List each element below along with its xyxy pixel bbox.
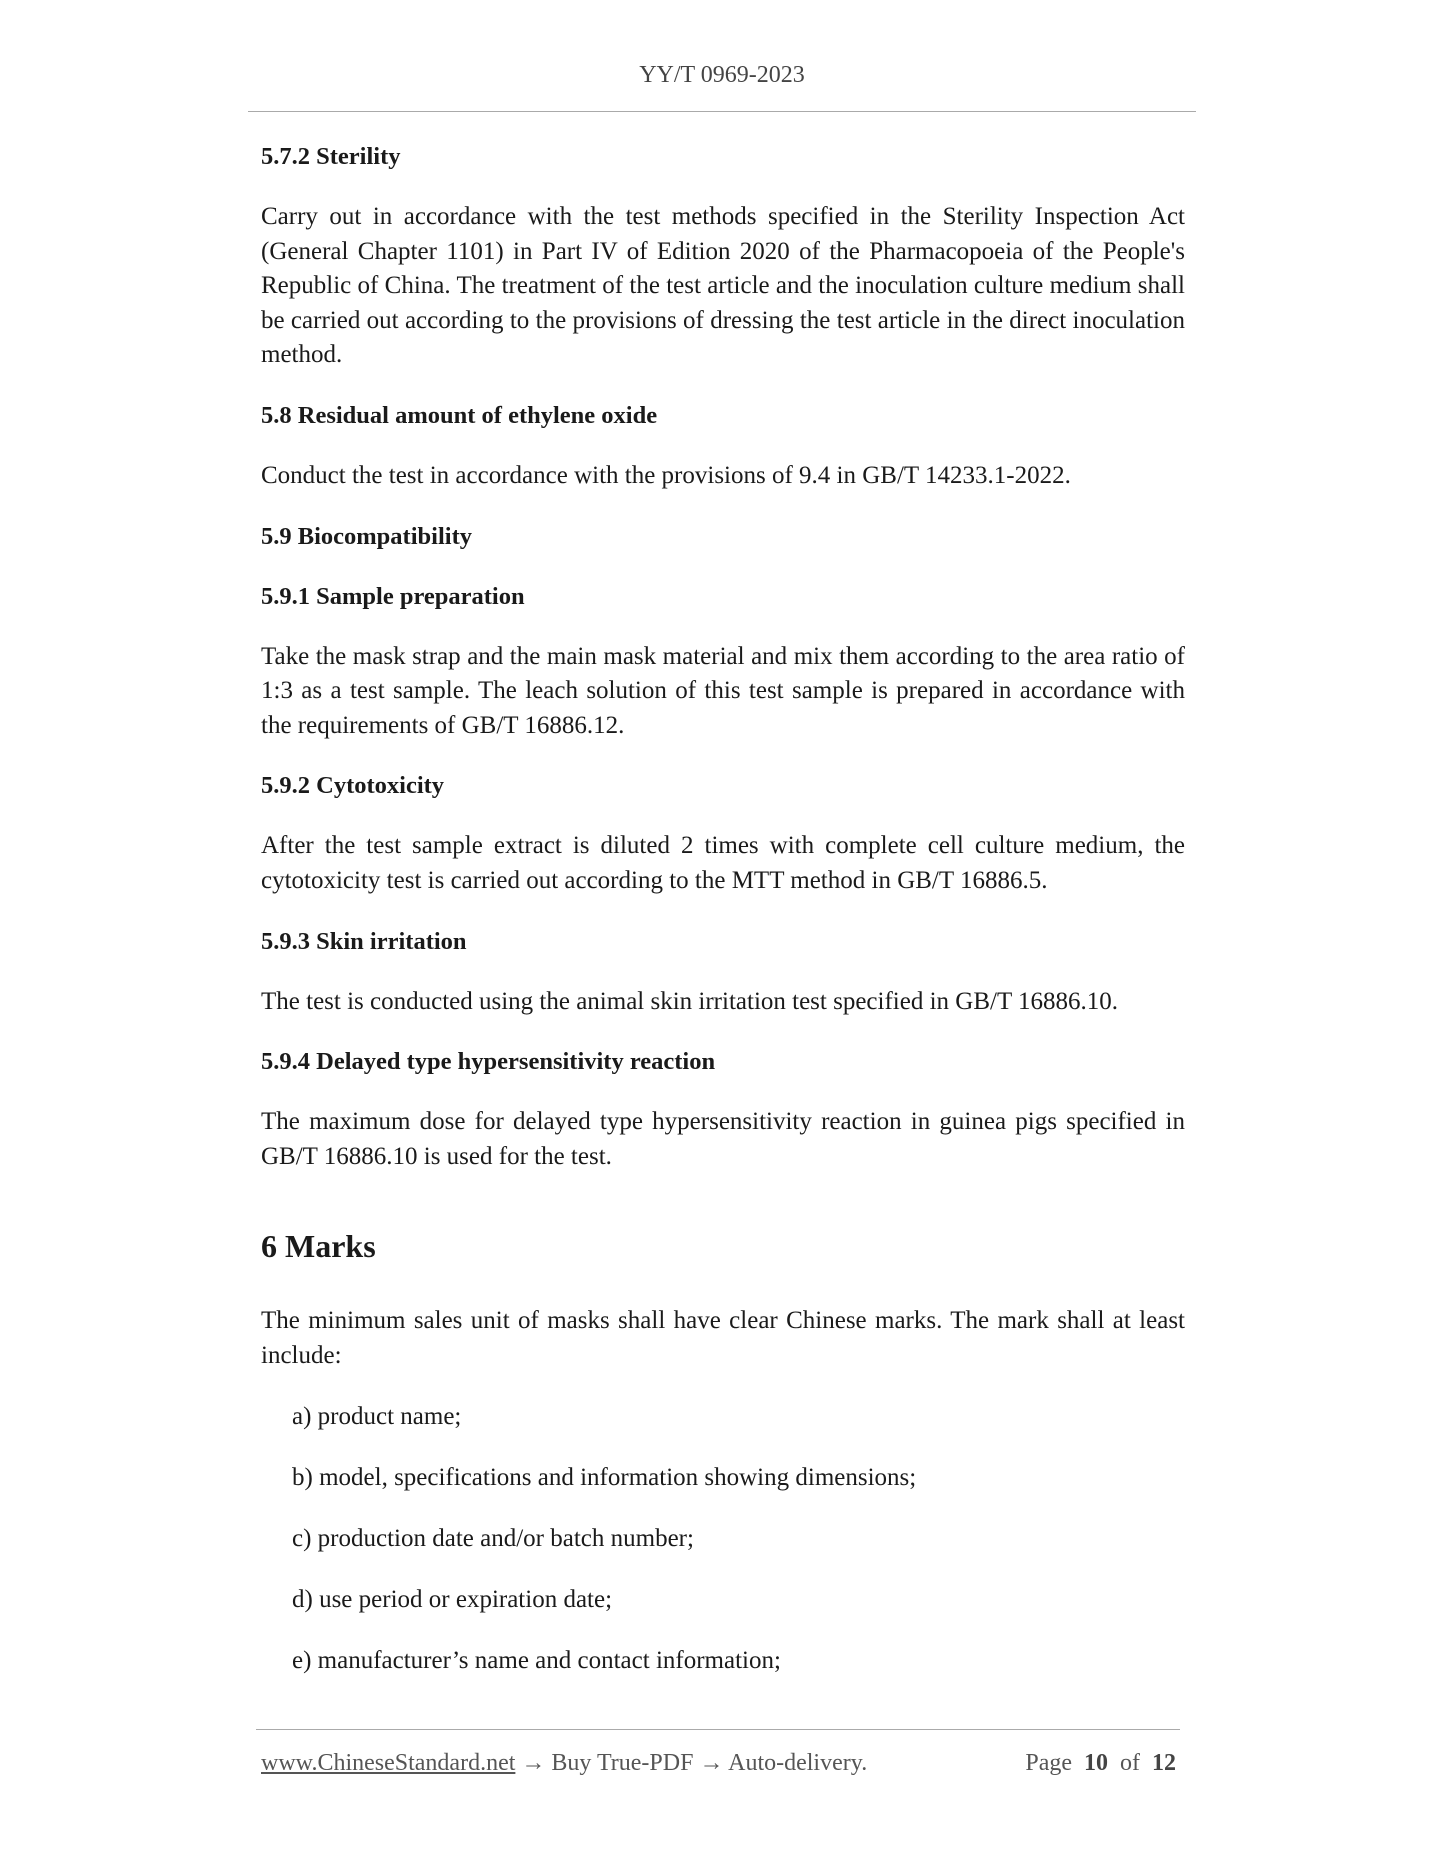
section-heading-5-9-2: 5.9.2 Cytotoxicity xyxy=(261,772,445,800)
page-label: Page xyxy=(1025,1750,1072,1776)
page-of-label: of xyxy=(1120,1750,1140,1776)
section-body-5-7-2: Carry out in accordance with the test methods specified in the Sterility Inspection Act (General Chapter 1101) in Part IV of Edition 2020 of the Pharmacopoeia of the People's Republic of China. The treatment of the test article and the inoculation culture medium shall be carried out according to the provisions of dressing the test article in the direct inoculation method. xyxy=(261,203,1185,369)
section-body-5-9-2: After the test sample extract is diluted 2 times with complete cell culture medium, the cytotoxicity test is carried out according to the MTT method in GB/T 16886.5. xyxy=(261,832,1185,894)
footer-promo xyxy=(261,1746,867,1780)
chapter-title-marks: 6 Marks xyxy=(261,1228,376,1265)
chapter-intro-marks: The minimum sales unit of masks shall have clear Chinese marks. The mark shall at least include: xyxy=(261,1307,1185,1369)
section-body-5-9-1: Take the mask strap and the main mask material and mix them according to the area ratio of 1:3 as a test sample. The leach solution of this test sample is prepared in accordance with the requirements of GB/T 16886.12. xyxy=(261,642,1185,739)
footer-divider xyxy=(256,1729,1180,1730)
list-item: b) model, specifications and information showing dimensions; xyxy=(292,1463,917,1491)
page-content xyxy=(261,140,1185,1705)
section-body-5-9-3: The test is conducted using the animal skin irritation test specified in GB/T 16886.10. xyxy=(261,987,1119,1015)
header-divider xyxy=(248,111,1196,112)
list-item: c) production date and/or batch number; xyxy=(292,1524,694,1552)
page-total: 12 xyxy=(1152,1750,1176,1776)
section-heading-5-9-1: 5.9.1 Sample preparation xyxy=(261,582,525,610)
website-link[interactable]: www.ChineseStandard.net xyxy=(261,1750,516,1776)
page-current: 10 xyxy=(1084,1750,1108,1776)
section-heading-5-9: 5.9 Biocompatibility xyxy=(261,522,472,550)
section-body-5-8: Conduct the test in accordance with the provisions of 9.4 in GB/T 14233.1-2022. xyxy=(261,461,1071,489)
page-number xyxy=(1025,1746,1176,1780)
list-item: e) manufacturer’s name and contact information; xyxy=(292,1646,781,1674)
list-item: d) use period or expiration date; xyxy=(292,1585,613,1613)
section-body-5-9-4: The maximum dose for delayed type hypersensitivity reaction in guinea pigs specified in GB/T 16886.10 is used for the test. xyxy=(261,1108,1185,1170)
section-heading-5-9-3: 5.9.3 Skin irritation xyxy=(261,927,467,955)
footer-tagline: → Buy True-PDF → Auto-delivery. xyxy=(515,1750,868,1776)
page-header: YY/T 0969-2023 xyxy=(639,62,805,88)
section-heading-5-9-4: 5.9.4 Delayed type hypersensitivity reaction xyxy=(261,1048,716,1076)
section-heading-5-8: 5.8 Residual amount of ethylene oxide xyxy=(261,401,658,429)
section-heading-5-7-2: 5.7.2 Sterility xyxy=(261,143,401,170)
list-item: a) product name; xyxy=(292,1402,462,1430)
